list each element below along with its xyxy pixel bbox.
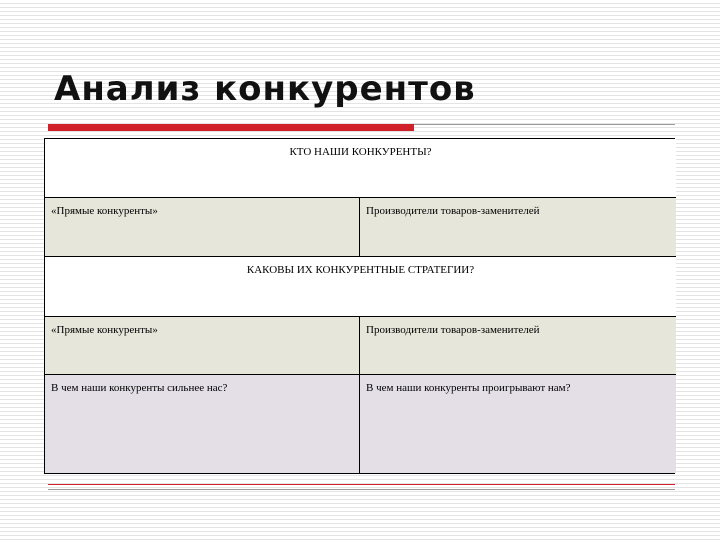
substitute-producers-strategy-cell: Производители товаров-заменителей [360,317,676,375]
direct-competitors-cell: «Прямые конкуренты» [45,198,360,257]
direct-competitors-strategy-cell: «Прямые конкуренты» [45,317,360,375]
title-accent-bar [48,124,414,131]
footer-gray-line [48,489,675,490]
competitor-analysis-table [44,138,675,474]
table-header-strategies: КАКОВЫ ИХ КОНКУРЕНТНЫЕ СТРАТЕГИИ? [45,257,676,317]
slide-title: Анализ конкурентов [54,69,476,109]
substitute-producers-cell: Производители товаров-заменителей [360,198,676,257]
footer-red-line [48,484,675,485]
competitors-weaknesses-cell: В чем наши конкуренты проигрывают нам? [360,375,676,473]
competitors-strengths-cell: В чем наши конкуренты сильнее нас? [45,375,360,473]
table-header-who: КТО НАШИ КОНКУРЕНТЫ? [45,139,676,198]
